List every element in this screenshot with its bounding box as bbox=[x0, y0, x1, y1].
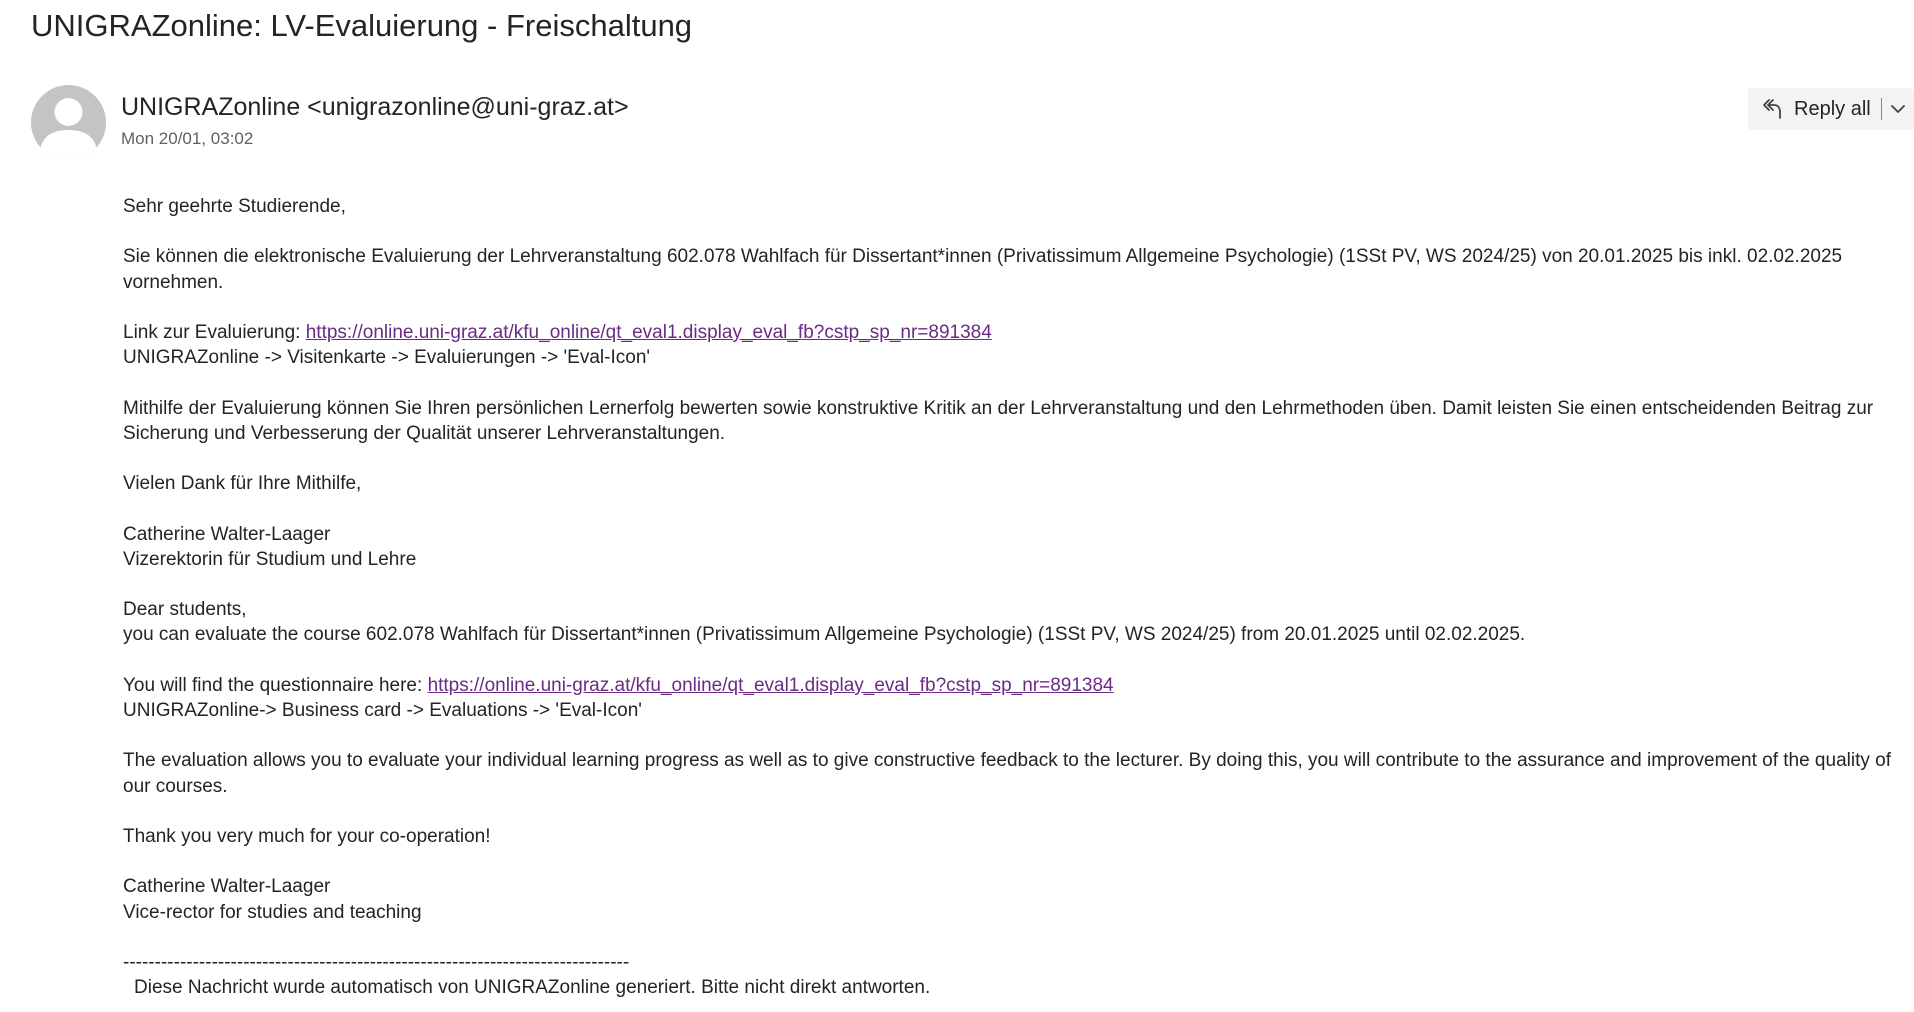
email-body bbox=[123, 194, 1913, 1000]
de-link-prefix: Link zur Evaluierung: bbox=[123, 321, 306, 343]
reply-all-split-button bbox=[1748, 88, 1914, 130]
de-purpose: Mithilfe der Evaluierung können Sie Ihren persönlichen Lernerfolg bewerten sowie konstruktive Kritik an der Lehrveranstaltung und den Lehrmethoden üben. Damit leisten Sie einen entscheidenden Beitrag zur Sicherung und Verbesserung der Qualität unserer Lehrveranstaltungen. bbox=[123, 397, 1874, 444]
en-thanks: Thank you very much for your co-operation! bbox=[123, 825, 491, 847]
person-silhouette-icon bbox=[31, 85, 106, 160]
en-intro-block bbox=[123, 597, 1913, 647]
de-signature bbox=[123, 522, 1913, 572]
de-navigation-path: UNIGRAZonline -> Visitenkarte -> Evaluierungen -> 'Eval-Icon' bbox=[123, 347, 651, 369]
reply-options-dropdown[interactable] bbox=[1882, 88, 1914, 130]
en-purpose: The evaluation allows you to evaluate your individual learning progress as well as to give constructive feedback to the lecturer. By doing this, you will contribute to the assurance and improvement of the quality of our courses. bbox=[123, 750, 1891, 797]
reply-all-label: Reply all bbox=[1794, 98, 1871, 120]
de-signature-name: Catherine Walter-Laager bbox=[123, 523, 331, 545]
footer-divider: -------------------------------------------------------------------------------- bbox=[123, 951, 630, 973]
en-link-prefix: You will find the questionnaire here: bbox=[123, 674, 428, 696]
de-thanks: Vielen Dank für Ihre Mithilfe, bbox=[123, 473, 362, 495]
sender-name[interactable]: UNIGRAZonline <unigrazonline@uni-graz.at> bbox=[121, 93, 629, 121]
sender-avatar[interactable] bbox=[31, 85, 106, 160]
en-greeting: Dear students, bbox=[123, 599, 247, 621]
reply-all-button[interactable] bbox=[1748, 88, 1881, 130]
sent-date: Mon 20/01, 03:02 bbox=[121, 129, 254, 148]
de-signature-title: Vizerektorin für Studium und Lehre bbox=[123, 548, 417, 570]
en-questionnaire-link[interactable]: https://online.uni-graz.at/kfu_online/qt_eval1.display_eval_fb?cstp_sp_nr=891384 bbox=[427, 674, 1114, 696]
en-signature bbox=[123, 874, 1913, 924]
email-subject: UNIGRAZonline: LV-Evaluierung - Freischaltung bbox=[31, 8, 693, 43]
de-link-block bbox=[123, 320, 1913, 370]
en-signature-name: Catherine Walter-Laager bbox=[123, 876, 331, 898]
de-evaluation-link[interactable]: https://online.uni-graz.at/kfu_online/qt_eval1.display_eval_fb?cstp_sp_nr=891384 bbox=[305, 321, 992, 343]
reply-all-icon bbox=[1760, 97, 1782, 121]
chevron-down-icon bbox=[1890, 104, 1906, 114]
en-navigation-path: UNIGRAZonline-> Business card -> Evaluations -> 'Eval-Icon' bbox=[123, 699, 642, 721]
de-greeting: Sehr geehrte Studierende, bbox=[123, 196, 346, 217]
de-intro: Sie können die elektronische Evaluierung der Lehrveranstaltung 602.078 Wahlfach für Dissertant*innen (Privatissimum Allgemeine Psychologie) (1SSt PV, WS 2024/25) von 20.01.2025 bis inkl. 02.02.2025 vornehmen. bbox=[123, 246, 1843, 293]
footer-note: Diese Nachricht wurde automatisch von UNIGRAZonline generiert. Bitte nicht direkt antworten. bbox=[134, 977, 931, 999]
en-link-block bbox=[123, 673, 1913, 723]
en-intro: you can evaluate the course 602.078 Wahlfach für Dissertant*innen (Privatissimum Allgemeine Psychologie) (1SSt PV, WS 2024/25) from 20.01.2025 until 02.02.2025. bbox=[123, 624, 1526, 646]
footer-block bbox=[123, 950, 1913, 1000]
en-signature-title: Vice-rector for studies and teaching bbox=[123, 901, 422, 923]
